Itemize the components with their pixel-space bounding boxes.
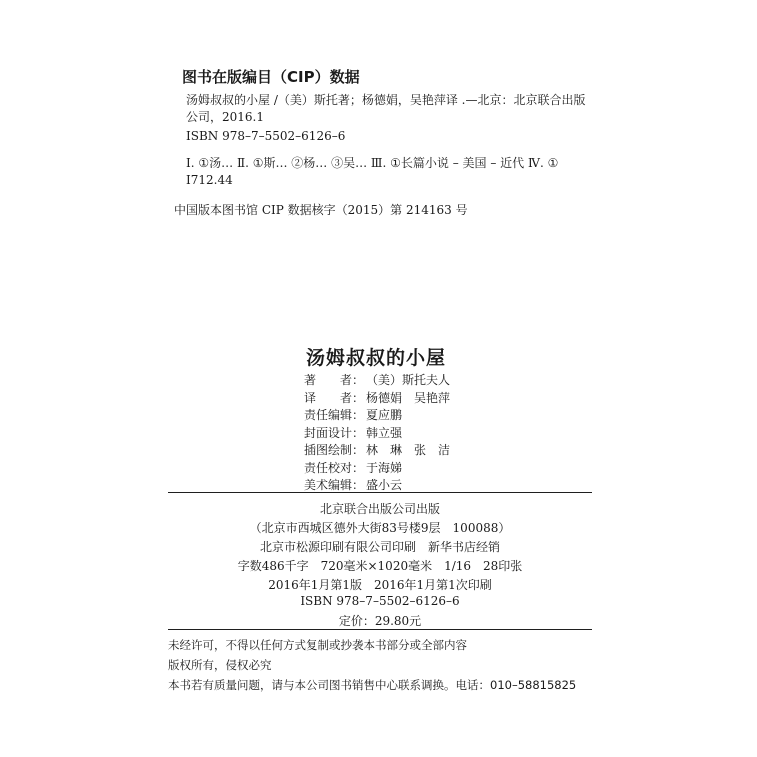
notice-contact: 本书若有质量问题，请与本公司图书销售中心联系调换。电话：010–58815825 (168, 678, 577, 692)
credit-row-editor (290, 407, 510, 425)
book-title: 汤姆叔叔的小屋 (306, 347, 447, 369)
credit-role: 插图绘制： (303, 443, 364, 457)
credits-list (290, 372, 510, 495)
credit-role: 责任校对： (303, 460, 364, 475)
cip-classification: Ⅰ. ①汤… Ⅱ. ①斯… ②杨… ③吴… Ⅲ. ①长篇小说 – 美国 – 近代 Ⅳ. ① I712.44 (186, 156, 559, 187)
notice-copyright: 版权所有，侵权必究 (168, 658, 272, 672)
credit-name: （美）斯托夫人 (366, 373, 451, 387)
credit-role: 封面设计： (303, 425, 364, 440)
divider-top (168, 492, 592, 493)
credit-name: 林 琳 张 洁 (366, 443, 451, 457)
divider-bottom (168, 629, 592, 630)
credit-role: 译 者： (303, 390, 364, 405)
credit-row-translator (290, 390, 510, 408)
credit-row-proofreader (290, 460, 510, 478)
credit-role: 著 者： (303, 373, 364, 387)
isbn-line: ISBN 978–7–5502–6126–6 (300, 594, 460, 608)
notice-reproduction: 未经许可，不得以任何方式复制或抄袭本书部分或全部内容 (168, 638, 467, 652)
publisher-line: 北京联合出版公司出版 (319, 502, 440, 516)
credit-name: 夏应鹏 (366, 408, 403, 422)
cip-record-number: 中国版本图书馆 CIP 数据核字（2015）第 214163 号 (174, 203, 468, 217)
credit-name: 盛小云 (366, 478, 403, 492)
address-line: （北京市西城区德外大街83号楼9层 100088） (249, 521, 511, 535)
cip-isbn: ISBN 978–7–5502–6126–6 (186, 129, 346, 143)
price-line: 定价：29.80元 (338, 614, 422, 628)
credit-row-author (290, 372, 510, 390)
format-line: 字数486千字 720毫米×1020毫米 1/16 28印张 (237, 559, 523, 573)
credit-role: 美术编辑： (303, 478, 364, 492)
credit-name: 于海娣 (366, 460, 403, 475)
cip-heading: 图书在版编目（CIP）数据 (182, 68, 360, 86)
cip-description: 汤姆叔叔的小屋 /（美）斯托著；杨德娟，吴艳萍译 .—北京：北京联合出版公司，2016.1 (186, 93, 586, 124)
credit-name: 杨德娟 吴艳萍 (366, 390, 451, 405)
credit-row-cover-design (290, 425, 510, 443)
credit-role: 责任编辑： (303, 408, 364, 422)
credit-row-illustration (290, 442, 510, 460)
edition-line: 2016年1月第1版 2016年1月第1次印刷 (268, 578, 492, 592)
credit-name: 韩立强 (366, 425, 403, 440)
printer-line: 北京市松源印刷有限公司印刷 新华书店经销 (259, 540, 500, 554)
